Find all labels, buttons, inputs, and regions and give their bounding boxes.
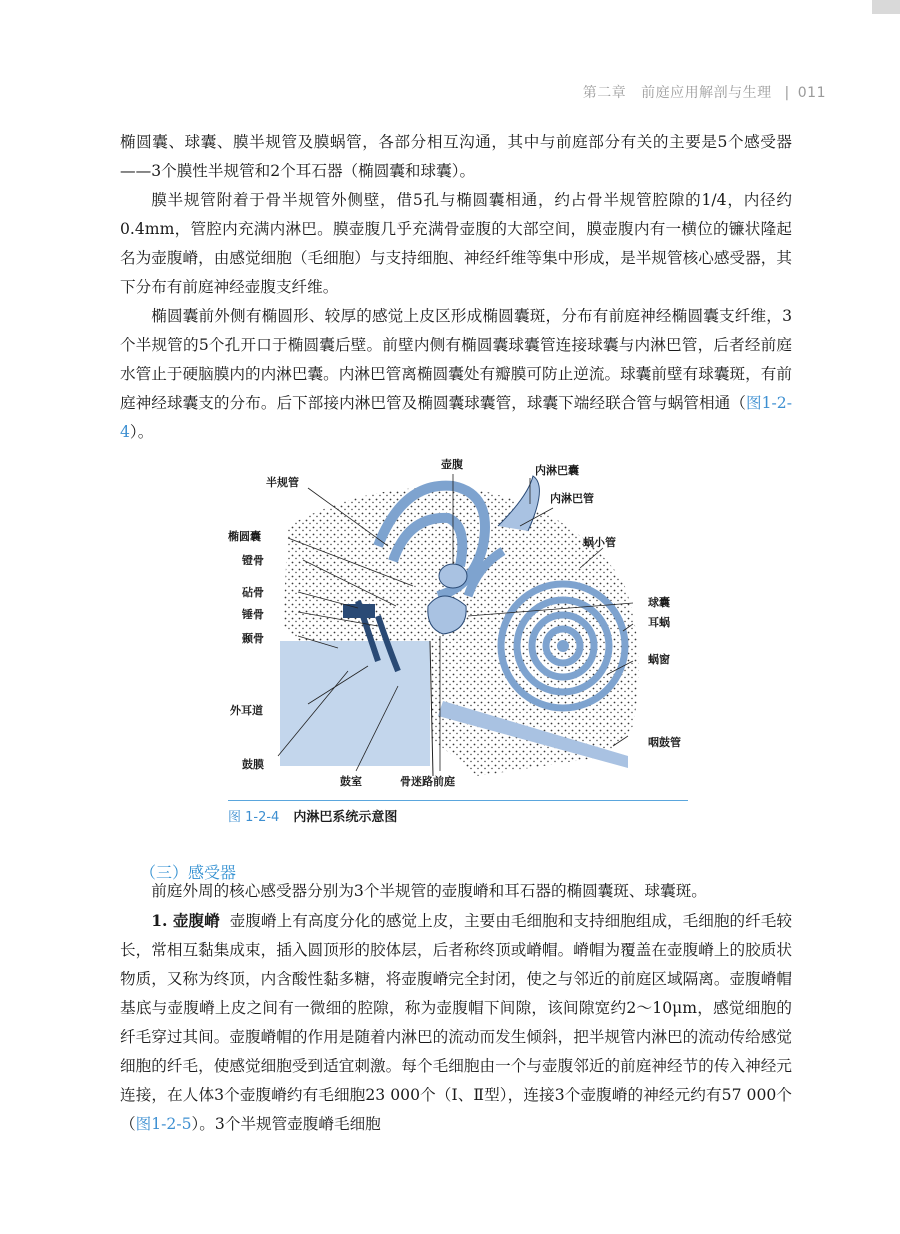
page-corner-tab — [872, 0, 900, 14]
paragraph-5-text: 壶腹嵴上有高度分化的感觉上皮，主要由毛细胞和支持细胞组成，毛细胞的纤毛较长，常相互黏集成束，插入圆顶形的胶体层，后者称终顶或嵴帽。嵴帽为覆盖在壶腹嵴上的胶质状物质，又称为终顶，内含酸性黏多糖，将壶腹嵴完全封闭，使之与邻近的前庭区域隔离。壶腹嵴帽基底与壶腹嵴上皮之间有一微细的腔隙，称为壶腹帽下间隙，该间隙宽约2～10μm，感觉细胞的纤毛穿过其间。壶腹嵴帽的作用是随着内淋巴的流动而发生倾斜，把半规管内淋巴的流动传给感觉细胞的纤毛，使感觉细胞受到适宜刺激。每个毛细胞由一个与壶腹邻近的前庭神经节的传入神经元连接，在人体3个壶腹嵴约有毛细胞23 000个（Ⅰ、Ⅱ型），连接3个壶腹嵴的神经元约有57 000个（ — [120, 912, 792, 1133]
body-text-top — [120, 128, 792, 447]
label-endolymph-duct: 内淋巴管 — [550, 492, 594, 505]
label-tympanic-cavity: 鼓室 — [340, 775, 362, 788]
label-eustachian-tube: 咽鼓管 — [648, 736, 681, 749]
header-title: 前庭应用解剖与生理 — [641, 85, 772, 101]
label-utricle: 椭圆囊 — [228, 530, 261, 543]
figure-ref-1-2-4[interactable]: 图1-2-4 — [120, 394, 792, 441]
endolymph-system-diagram — [228, 456, 688, 801]
header-chapter: 第二章 — [582, 85, 627, 101]
page-number: 011 — [797, 85, 826, 101]
label-stapes: 镫骨 — [242, 554, 264, 567]
paragraph-3-tail: ）。 — [129, 423, 154, 441]
label-external-canal: 外耳道 — [230, 704, 263, 717]
label-endolymph-sac: 内淋巴囊 — [535, 464, 579, 477]
running-header — [583, 82, 826, 102]
body-text-bottom — [120, 877, 792, 1139]
figure-number: 图 1-2-4 — [228, 810, 280, 825]
section-title: （三）感受器 — [140, 863, 237, 882]
label-round-window: 蜗窗 — [648, 653, 670, 666]
figure-caption-rule — [228, 800, 688, 801]
paragraph-3-text: 椭圆囊前外侧有椭圆形、较厚的感觉上皮区形成椭圆囊斑，分布有前庭神经椭圆囊支纤维，3个半规管的5个孔开口于椭圆囊后壁。前壁内侧有椭圆囊球囊管连接球囊与内淋巴管，后者经前庭水管止于硬脑膜内的内淋巴囊。内淋巴管离椭圆囊处有瓣膜可防止逆流。球囊前壁有球囊斑，有前庭神经球囊支的分布。后下部接内淋巴管及椭圆囊球囊管，球囊下端经联合管与蜗管相通（ — [120, 307, 792, 412]
label-incus: 砧骨 — [242, 586, 264, 599]
ampulla-shape — [439, 564, 467, 588]
paragraph-1: 椭圆囊、球囊、膜半规管及膜蜗管，各部分相互沟通，其中与前庭部分有关的主要是5个感受器——3个膜性半规管和2个耳石器（椭圆囊和球囊）。 — [120, 133, 792, 180]
figure-caption — [228, 806, 397, 825]
label-cochlea: 耳蜗 — [648, 616, 670, 629]
label-bony-vestibule: 骨迷路前庭 — [400, 775, 455, 788]
subsection-heading: 1. 壶腹嵴 — [151, 911, 220, 930]
label-tympanic-membrane: 鼓膜 — [242, 758, 264, 771]
label-ampulla: 壶腹 — [441, 458, 463, 471]
label-semicircular-canal: 半规管 — [266, 476, 299, 489]
paragraph-4: 前庭外周的核心感受器分别为3个半规管的壶腹嵴和耳石器的椭圆囊斑、球囊斑。 — [151, 882, 707, 900]
header-separator: | — [784, 85, 790, 101]
label-saccule: 球囊 — [648, 596, 670, 609]
label-malleus: 锤骨 — [242, 608, 264, 621]
paragraph-5-tail: ）。3个半规管壶腹嵴毛细胞 — [191, 1115, 381, 1133]
paragraph-2: 膜半规管附着于骨半规管外侧壁，借5孔与椭圆囊相通，约占骨半规管腔隙的1/4，内径约0.4mm，管腔内充满内淋巴。膜壶腹几乎充满骨壶腹的大部空间，膜壶腹内有一横位的镰状隆起名为壶腹嵴，由感觉细胞（毛细胞）与支持细胞、神经纤维等集中形成，是半规管核心感受器，其下分布有前庭神经壶腹支纤维。 — [120, 191, 792, 296]
external-canal-region — [280, 641, 430, 766]
label-cochlear-aqueduct: 蜗小管 — [583, 536, 616, 549]
paragraph-5 — [120, 906, 792, 1139]
paragraph-3 — [120, 302, 792, 447]
figure-ref-1-2-5[interactable]: 图1-2-5 — [135, 1115, 192, 1133]
label-temporal-bone: 颞骨 — [242, 632, 264, 645]
figure-caption-text: 内淋巴系统示意图 — [293, 810, 398, 825]
